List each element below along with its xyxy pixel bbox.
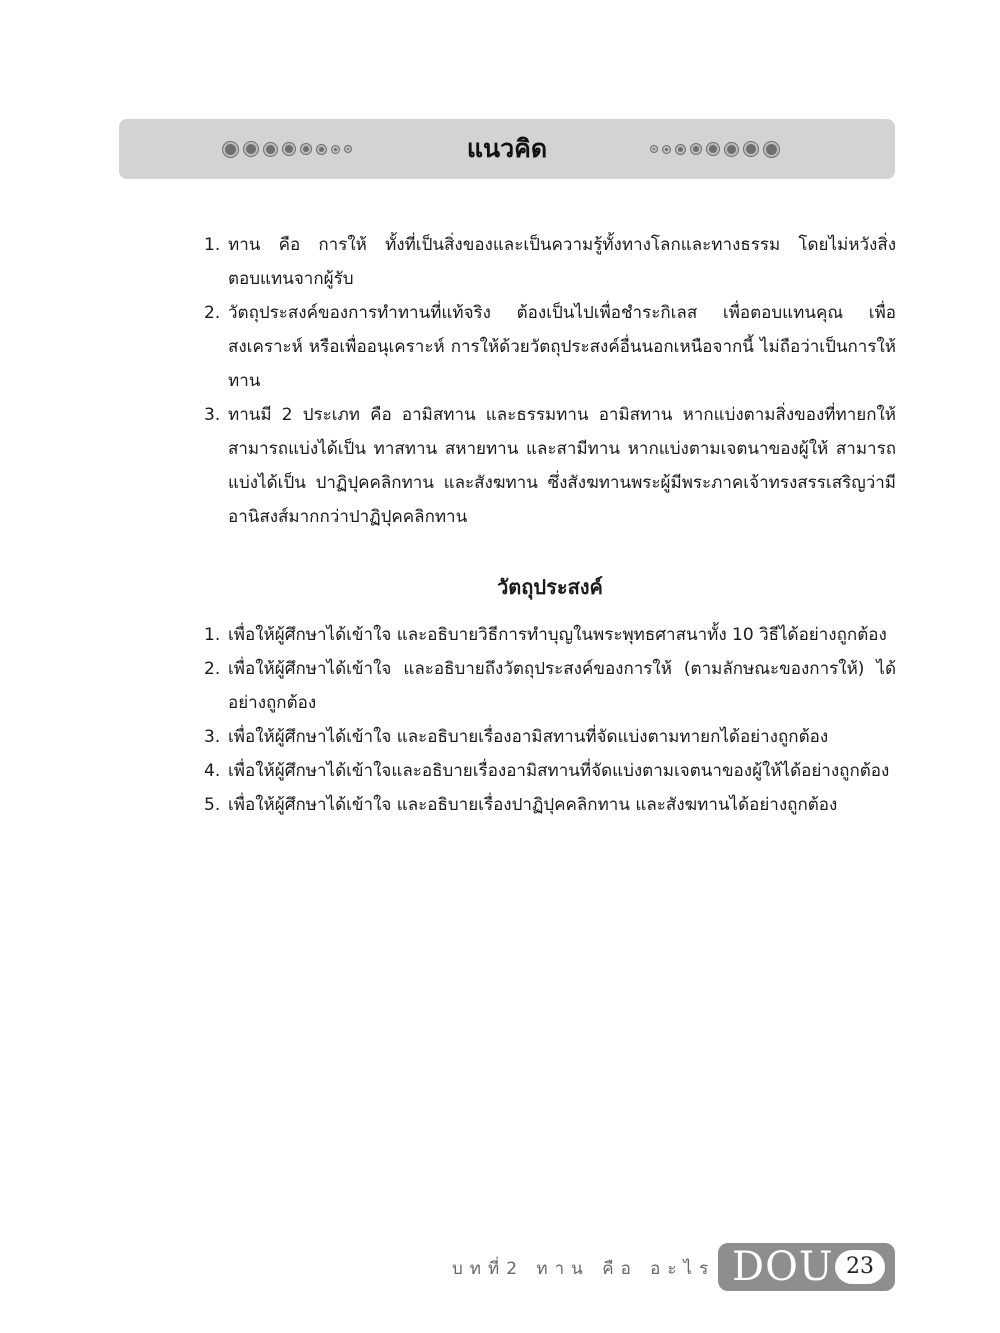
page-content (204, 228, 896, 822)
brand-logo: DOU (732, 1244, 834, 1290)
page-badge (718, 1243, 895, 1291)
list-item (204, 720, 896, 754)
list-item (204, 754, 896, 788)
dot-icon (676, 145, 685, 154)
dot-icon (707, 143, 719, 155)
banner-title: แนวคิด (466, 134, 548, 163)
dot-icon (651, 146, 657, 152)
dot-icon (725, 143, 738, 156)
objectives-list (204, 618, 896, 822)
list-number: 1. (204, 235, 221, 255)
list-item (204, 652, 896, 720)
list-number: 3. (204, 727, 221, 747)
page-number: 23 (835, 1250, 885, 1284)
concept-list (204, 228, 896, 534)
list-text: ทาน คือ การให้ ทั้งที่เป็นสิ่งของและเป็นความรู้ทั้งทางโลกและทางธรรม โดยไม่หวังสิ่งตอบแทนจากผู้รับ (228, 235, 896, 289)
list-text: เพื่อให้ผู้ศึกษาได้เข้าใจและอธิบายเรื่องอามิสทานที่จัดแบ่งตามเจตนาของผู้ให้ได้อย่างถูกต้อง (228, 761, 890, 781)
dot-icon (764, 142, 779, 157)
dot-icon (691, 144, 701, 154)
list-number: 5. (204, 795, 221, 815)
list-item (204, 788, 896, 822)
list-number: 2. (204, 659, 221, 679)
list-number: 3. (204, 405, 221, 425)
decorative-dots-right (651, 119, 785, 179)
list-number: 1. (204, 625, 221, 645)
list-item (204, 228, 896, 296)
list-item (204, 398, 896, 534)
list-text: เพื่อให้ผู้ศึกษาได้เข้าใจ และอธิบายวิธีการทำบุญในพระพุทธศาสนาทั้ง 10 วิธีได้อย่างถูกต้อง (228, 625, 887, 645)
list-item (204, 618, 896, 652)
concept-banner (119, 119, 895, 179)
list-number: 2. (204, 303, 221, 323)
list-item (204, 296, 896, 398)
chapter-footer: บทที่2 ทาน คือ อะไร (452, 1259, 716, 1279)
objectives-heading: วัตถุประสงค์ (497, 575, 603, 599)
dot-icon (744, 142, 758, 156)
list-number: 4. (204, 761, 221, 781)
list-text: เพื่อให้ผู้ศึกษาได้เข้าใจ และอธิบายเรื่องอามิสทานที่จัดแบ่งตามทายกได้อย่างถูกต้อง (228, 727, 829, 747)
dot-icon (663, 146, 670, 153)
list-text: วัตถุประสงค์ของการทำทานที่แท้จริง ต้องเป็นไปเพื่อชำระกิเลส เพื่อตอบแทนคุณ เพื่อสงเคราะห์ หรือเพื่ออนุเคราะห์ การให้ด้วยวัตถุประสงค์อื่นนอกเหนือจากนี้ ไม่ถือว่าเป็นการให้ทาน (228, 303, 896, 391)
list-text: เพื่อให้ผู้ศึกษาได้เข้าใจ และอธิบายเรื่องปาฏิปุคคลิกทาน และสังฆทานได้อย่างถูกต้อง (228, 795, 838, 815)
list-text: เพื่อให้ผู้ศึกษาได้เข้าใจ และอธิบายถึงวัตถุประสงค์ของการให้ (ตามลักษณะของการให้) ได้อย่างถูกต้อง (228, 659, 896, 713)
list-text: ทานมี 2 ประเภท คือ อามิสทาน และธรรมทาน อามิสทาน หากแบ่งตามสิ่งของที่ทายกให้ สามารถแบ่งได้เป็น ทาสทาน สหายทาน และสามีทาน หากแบ่งตามเจตนาของผู้ให้ สามารถแบ่งได้เป็น ปาฏิปุคคลิกทาน และสังฆทาน ซึ่งสังฆทานพระผู้มีพระภาคเจ้าทรงสรรเสริญว่ามีอานิสงส์มากกว่าปาฏิปุคคลิกทาน (228, 405, 896, 527)
